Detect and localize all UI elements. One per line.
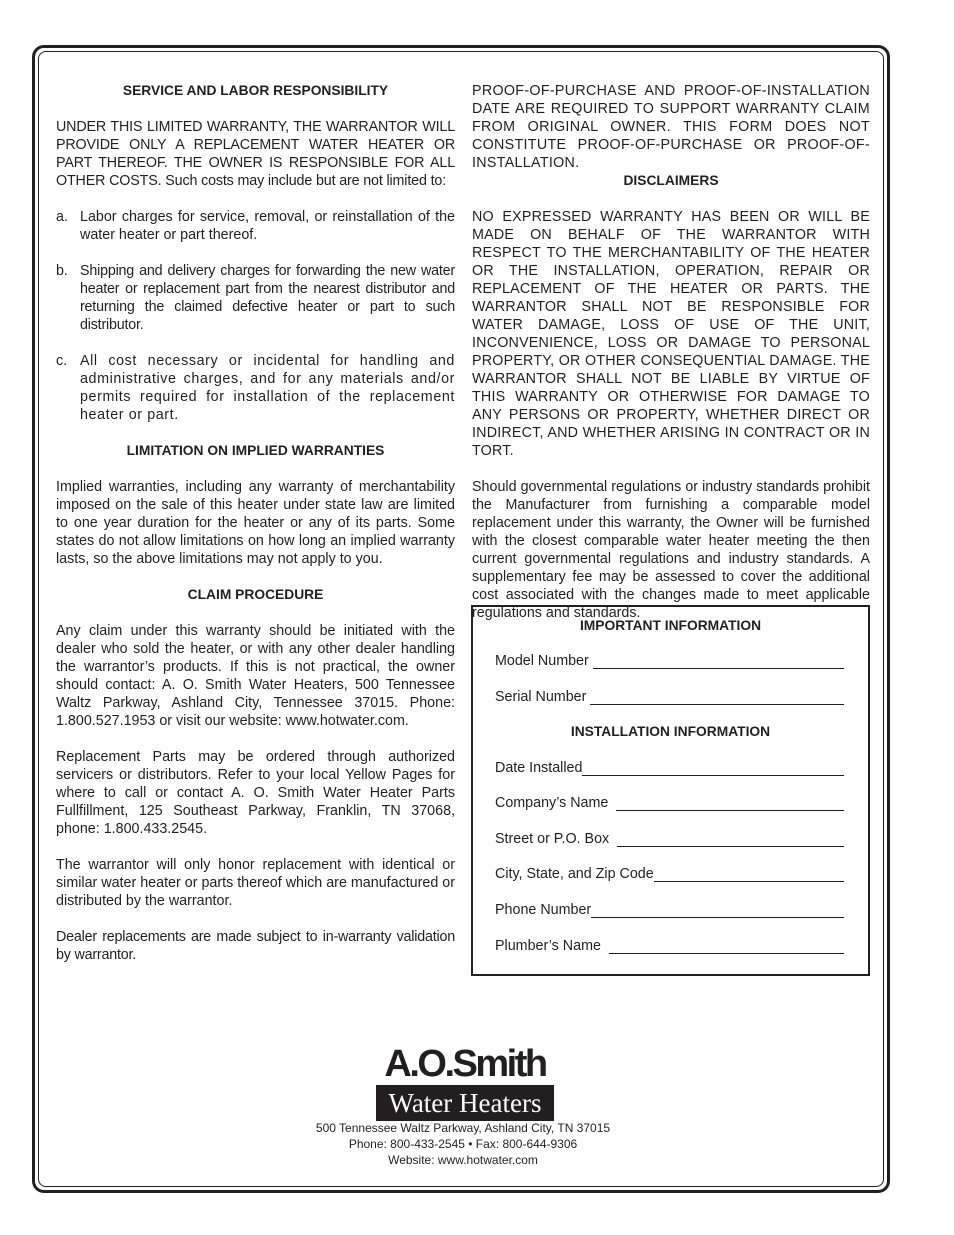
service-heading: SERVICE AND LABOR RESPONSIBILITY xyxy=(122,83,389,98)
ao-smith-logo xyxy=(376,1045,554,1121)
claim-heading: CLAIM PROCEDURE xyxy=(187,587,324,602)
company-name-field[interactable] xyxy=(495,795,844,811)
honor-text: The warrantor will only honor replacement with identical or similar water heater or parts thereof which are manufactured or distributed by the warrantor. xyxy=(56,857,455,909)
claim-text: Any claim under this warranty should be initiated with the dealer who sold the heater, or with any other dealer handling the warrantor’s products. If this is not practical, the owner should contact: A. O. Smith Water Heaters, 500 Tennessee Waltz Parkway, Ashland City, Tennessee 37015. Phone: 1.800.527.1953 or visit our website: www.hotwater.com. xyxy=(56,623,455,729)
important-heading: IMPORTANT INFORMATION xyxy=(579,618,762,633)
left-column xyxy=(56,82,455,982)
service-intro: UNDER THIS LIMITED WARRANTY, THE WARRANTOR WILL PROVIDE ONLY A REPLACEMENT WATER HEATER OR PART THEREOF. THE OWNER IS RESPONSIBLE FOR ALL OTHER COSTS. Such costs may include but are not limited to: xyxy=(56,119,455,189)
company-name-label: Company’s Name xyxy=(495,795,609,811)
parts-text: Replacement Parts may be ordered through authorized servicers or distributors. Refer to your local Yellow Pages for where to call or contact A. O. Smith Water Heater Parts Fullfillment, 125 Southeast Parkway, Franklin, TN 37068, phone: 1.800.433.2545. xyxy=(56,749,455,837)
serial-number-line[interactable] xyxy=(590,690,844,705)
dealer-text: Dealer replacements are made subject to in-warranty validation by warrantor. xyxy=(56,929,455,963)
list-item-text: Shipping and delivery charges for forwarding the new water heater or replacement part from the nearest distributor and returning the claimed defective heater or part to such distributor. xyxy=(80,263,455,333)
model-number-line[interactable] xyxy=(593,654,844,669)
footer-address: 500 Tennessee Waltz Parkway, Ashland City, TN 37015 xyxy=(315,1121,611,1135)
serial-number-field[interactable] xyxy=(495,689,844,705)
list-item xyxy=(56,352,455,424)
footer-address-block xyxy=(260,1120,666,1168)
street-field[interactable] xyxy=(495,831,844,847)
footer-website: Website: www.hotwater.com xyxy=(388,1153,538,1167)
street-label: Street or P.O. Box xyxy=(495,831,610,847)
phone-number-label: Phone Number xyxy=(495,902,592,918)
logo-wordmark: A.O.Smith xyxy=(384,1043,546,1085)
list-item-text: All cost necessary or incidental for handling and administrative charges, and for any materials and/or permits required for installation of the replacement heater or part. xyxy=(80,353,455,423)
installation-heading: INSTALLATION INFORMATION xyxy=(570,724,771,739)
logo-subtitle: Water Heaters xyxy=(376,1085,554,1121)
list-marker: a. xyxy=(56,209,68,225)
cost-list xyxy=(56,208,455,424)
footer-phone: Phone: 800-433-2545 • Fax: 800-644-9306 xyxy=(348,1137,578,1151)
plumber-name-label: Plumber’s Name xyxy=(495,938,601,954)
city-state-zip-line[interactable] xyxy=(654,867,844,882)
street-line[interactable] xyxy=(617,832,844,847)
disclaimers-heading: DISCLAIMERS xyxy=(623,173,719,188)
list-item-text: Labor charges for service, removal, or reinstallation of the water heater or part thereof. xyxy=(80,209,455,243)
disclaimers-text: NO EXPRESSED WARRANTY HAS BEEN OR WILL BE MADE ON BEHALF OF THE WARRANTOR WITH RESPECT TO THE MERCHANTABILITY OF THE HEATER OR THE INSTALLATION, OPERATION, REPAIR OR REPLACEMENT OF THE HEATER OR PARTS. THE WARRANTOR SHALL NOT BE RESPONSIBLE FOR WATER DAMAGE, LOSS OF USE OF THE UNIT, INCONVENIENCE, LOSS OR DAMAGE TO PERSONAL PROPERTY, OR OTHER CONSEQUENTIAL DAMAGE. THE WARRANTOR SHALL NOT BE LIABLE BY VIRTUE OF THIS WARRANTY OR OTHERWISE FOR DAMAGE TO ANY PERSONS OR PROPERTY, WHETHER DIRECT OR INDIRECT, AND WHETHER ARISING IN CONTRACT OR IN TORT. xyxy=(472,209,870,459)
list-marker: c. xyxy=(56,353,68,369)
right-column xyxy=(472,82,870,640)
phone-number-line[interactable] xyxy=(591,903,844,918)
city-state-zip-field[interactable] xyxy=(495,866,844,882)
limitation-heading: LIMITATION ON IMPLIED WARRANTIES xyxy=(126,443,385,458)
phone-number-field[interactable] xyxy=(495,902,844,918)
list-item xyxy=(56,262,455,334)
model-number-field[interactable] xyxy=(495,653,844,669)
date-installed-line[interactable] xyxy=(582,761,844,776)
list-item xyxy=(56,208,455,244)
limitation-text: Implied warranties, including any warranty of merchantability imposed on the sale of this heater under state law are limited to one year duration for the heater or any of its parts. Some states do not allow limitations on how long an implied warranty lasts, so the above limitations may not apply to you. xyxy=(56,479,455,567)
serial-number-label: Serial Number xyxy=(495,689,587,705)
company-name-line[interactable] xyxy=(616,796,844,811)
important-information-box xyxy=(471,605,870,976)
date-installed-field[interactable] xyxy=(495,760,844,776)
city-state-zip-label: City, State, and Zip Code xyxy=(495,866,654,882)
model-number-label: Model Number xyxy=(495,653,589,669)
regulations-text: Should governmental regulations or industry standards prohibit the Manufacturer from furnishing a comparable model replacement under this warranty, the Owner will be furnished with the closest comparable water heater meeting the then current governmental regulations and industry standards. A supplementary fee may be assessed to cover the additional cost associated with the changes made to meet applicable regulations and standards. xyxy=(472,479,870,621)
list-marker: b. xyxy=(56,263,68,279)
plumber-name-field[interactable] xyxy=(495,938,844,954)
plumber-name-line[interactable] xyxy=(609,939,844,954)
proof-text: PROOF-OF-PURCHASE AND PROOF-OF-INSTALLATION DATE ARE REQUIRED TO SUPPORT WARRANTY CLAIM FROM ORIGINAL OWNER. THIS FORM DOES NOT CONSTITUTE PROOF-OF-PURCHASE OR PROOF-OF-INSTALLATION. xyxy=(472,83,870,171)
date-installed-label: Date Installed xyxy=(495,760,583,776)
